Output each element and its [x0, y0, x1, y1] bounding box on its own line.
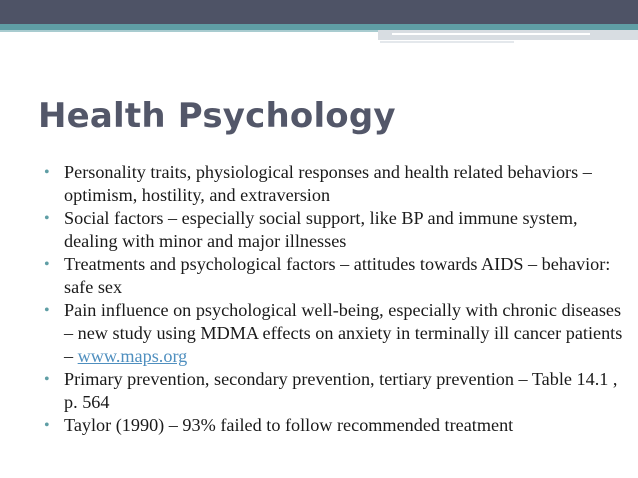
bullet-dot-icon: •	[44, 164, 50, 181]
bullet-item	[44, 161, 630, 207]
slide-title: Health Psychology	[38, 96, 396, 136]
top-bar-right-inner-line	[392, 33, 590, 35]
bullet-item	[44, 253, 630, 299]
bullet-dot-icon: •	[44, 417, 50, 434]
bullet-list	[44, 161, 630, 437]
bullet-item	[44, 299, 630, 368]
top-bar-right-lower-line	[380, 41, 514, 43]
top-bar-thin-line	[0, 30, 378, 32]
bullet-text: Taylor (1990) – 93% failed to follow recommended treatment	[64, 415, 514, 435]
bullet-dot-icon: •	[44, 256, 50, 273]
bullet-dot-icon: •	[44, 210, 50, 227]
top-bar-dark	[0, 0, 638, 24]
maps-org-link[interactable]: www.maps.org	[77, 346, 188, 366]
bullet-text: Personality traits, physiological responses and health related behaviors – optimism, hostility, and extraversion	[64, 162, 592, 205]
bullet-text: Pain influence on psychological well-being, especially with chronic diseases – new study using MDMA effects on anxiety in terminally ill cancer patients –	[64, 300, 623, 366]
bullet-dot-icon: •	[44, 371, 50, 388]
bullet-item	[44, 368, 630, 414]
bullet-item	[44, 414, 630, 437]
bullet-text: Primary prevention, secondary prevention, tertiary prevention – Table 14.1 , p. 564	[64, 369, 618, 412]
bullet-dot-icon: •	[44, 302, 50, 319]
bullet-item	[44, 207, 630, 253]
bullet-text: Treatments and psychological factors – attitudes towards AIDS – behavior: safe sex	[64, 254, 611, 297]
bullet-text: Social factors – especially social support, like BP and immune system, dealing with minor and major illnesses	[64, 208, 578, 251]
top-bar-right-block	[378, 30, 638, 40]
